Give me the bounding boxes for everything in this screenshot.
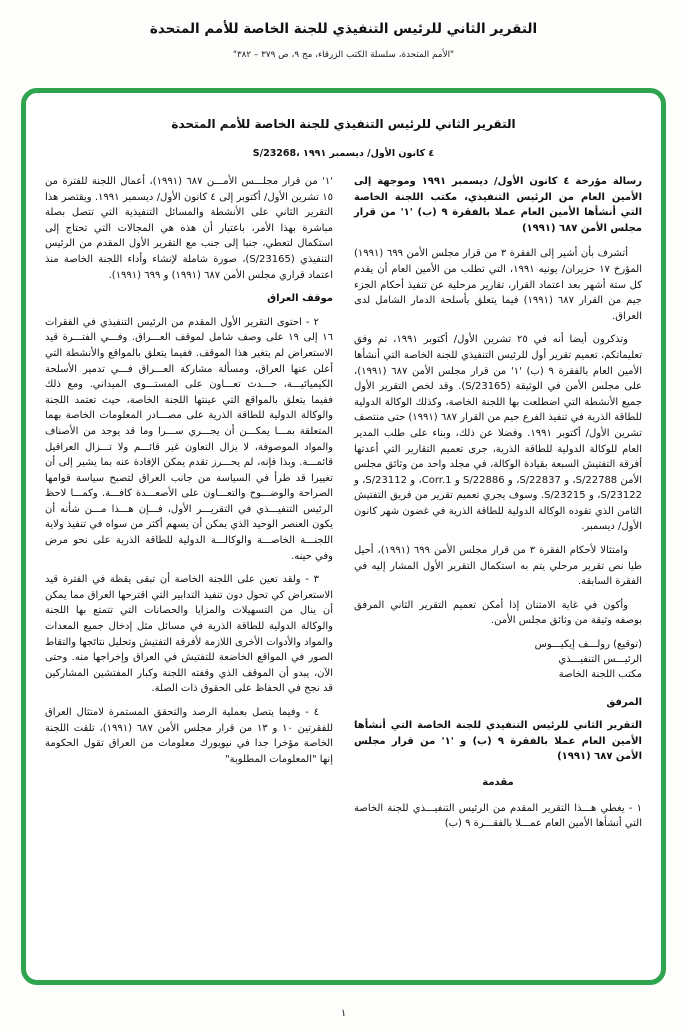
annex-title: التقرير الثاني للرئيس التنفيذي للجنة الخاصة التي أنشأها الأمين العام عملا بالفقرة ٩ (ب) و '١' من قرار مجلس الأمن ٦٨٧ (١٩٩١) <box>354 720 642 763</box>
body-paragraph-3: ٣ - ولقد تعين على اللجنة الخاصة أن تبقى يقظة في الفترة قيد الاستعراض كي تحول دون تنفيذ التدابير التي اقترحها العراق مما يمكن أن ينال من التسهيلات والمزايا والحصانات التي تتمتع بها اللجنة والوكالة الدولية للطاقة الذرية في مسائل مثل إدخال جميع المعدات والمواد والأدوات الأخرى اللازمة لأفرقة التفتيش وتحليل نتائجها والتقاط الصور في المواقع الخاضعة للتفتيش في العراق وإخراجها منه. وحتى الآن، يبدو أن الموقف الذي وقفته اللجنة وكبار المفتشين المشاركين قد نجح في الحفاظ على الحقوق ذات الصلة. <box>45 574 333 695</box>
body-paragraph-4: ٤ - وفيما يتصل بعملية الرصد والتحقق المستمرة لامتثال العراق للفقرتين ١٠ و ١٣ من قرار مجلس الأمن ٦٨٧ (١٩٩١)، تلقت اللجنة الخاصة مؤخرا جدا في نيويورك معلومات من العراق تقول الحكومة إنها "المعلومات المطلوبة" <box>45 707 333 765</box>
letter-paragraph-2: وتذكرون أيضا أنه في ٢٥ تشرين الأول/ أكتوبر ١٩٩١، تم وفق تعليماتكم، تعميم تقرير أول للرئيس التنفيذي للجنة الخاصة التي أنشأها الأمين العام بالفقرة ٩ (ب) '١' من قرار مجلس الأمن ٦٨٧ (١٩٩١)، على مجلس الأمن في الوثيقة (S/23165). وقد لخص التقرير الأول جميع الأنشطة التي اضطلعت بها اللجنة الخاصة، وكذلك الوكالة الدولية للطاقة الذرية في تنفيذ الفرع جيم من القرار ٦٨٧ (١٩٩١) حتى منتصف تشرين الأول/ أكتوبر ١٩٩١. وفضلا عن ذلك، وبناء على طلب المدير العام للوكالة الدولية للطاقة الذرية، جرى تعميم التقارير التي أعدتها أفرقة التفتيش السبعة بقيادة الوكالة، في مجلد واحد من وثائق مجلس الأمن S/22788، و S/22837، و S/22886 و Corr.1، و S/23112، و S/23122، و S/23215. وسوف يجري تعميم تقرير من فريق التفتيش الثامن الذي تقوده الوكالة الدولية للطاقة الذرية في غضون شهر كانون الأول/ ديسمبر. <box>354 334 643 533</box>
signature-block <box>354 637 642 683</box>
letter-paragraph-3: وامتثالا لأحكام الفقرة ٣ من قرار مجلس الأمن ٦٩٩ (١٩٩١)، أحيل طيا نص تقرير مرحلي يتم به استكمال التقرير الأول المشار إليه في الفقرة السابقة. <box>354 545 642 588</box>
continuation-paragraph: '١' من قرار مجلـــس الأمـــن ٦٨٧ (١٩٩١)، أعمال اللجنة للفترة من ١٥ تشرين الأول/ أكتوبر إلى ٤ كانون الأول/ ديسمبر ١٩٩١. ويقتصر هذا التقرير الثاني على الأنشطة والمسائل التنفيذية التي تتصل بصلة مباشرة بهذا الأمر، باعتبار أن هذه هي المجالات التي تحتاج إلى استكمال لتعطي، جنبا إلى جنب مع التقرير الأول المقدم من الرئيس التنفيذي (S/23165)، صورة شاملة لإنشاء وأداء اللجنة الخاصة منذ اعتماد قراري مجلس الأمن ٦٨٧ (١٩٩١) و ٦٩٩ (١٩٩١). <box>45 176 334 281</box>
body-paragraph-2: ٢ - احتوى التقرير الأول المقدم من الرئيس التنفيذي في الفقرات ١٦ إلى ١٩ على وصف شامل لموقف العـــراق. وفـــي الفتـــرة قيد الاستعراض لم يتغير هذا الموقف. ففيما يتعلق بالمواقع والأنشطة التي أعلن عنها العراق، ومسألة مشاركة العـــراق فـــي تدمير الأسلحة الكيميائيـــة، حـــدث تعـــاون على المستـــوى الميداني. ومع ذلك ففيما يتعلق بالمواقع التي عينتها اللجنة الخاصة، حيث تعتمد اللجنة والوكالة الدولية للطاقة الذرية على مصـــادر المعلومات الخاصة بهما المتعلقة بمـــا يمكـــن أن يجـــري ســـرا وما قد يوجد من الأصناف والمواد الموصوفة، لا يزال التعاون غير قائـــم ولا تـــزال العراقيل قائمـــة. وبذا فإنه، لم يحـــرز تقدم يمكن الإفادة عنه بما يشير إلى أن تغييرا قد طرأ في السياسة من جانب العراق لتصبح سياسة قوامها الصراحة والوضـــوح والتعـــاون على الأصعـــدة كافـــة. وكمـــا لاحظ الرئيس التنفيـــذي في التقريـــر الأول، فـــإن هـــذا مـــن شأنه أن يكون العنصر الوحيد الذي يمكن أن يسهم أكثر من سواه في تنفيذ ولاية اللجنـــة الخاصـــة والوكالـــة الدولية للطاقة الذرية على نحو مرض وفي حينه. <box>45 316 333 562</box>
right-column <box>354 174 642 840</box>
section-heading-iraq-position: موقف العراق <box>267 293 333 305</box>
letter-paragraph-1: أتشرف بأن أشير إلى الفقرة ٣ من قرار مجلس الأمن ٦٩٩ (١٩٩١) المؤرخ ١٧ حزيران/ يونيه ١٩٩١، التي تطلب من الأمين العام أن يقدم كل ستة أشهر بعد اعتماد القرار، تقارير مرحلية عن تنفيذ أحكام الجزء جيم من القرار ٦٨٧ (١٩٩١) فيما يتعلق بأسلحة الدمار الشامل لدى العراق. <box>354 248 642 322</box>
letter-paragraph-4: وأكون في غاية الامتنان إذا أمكن تعميم التقرير الثاني المرفق بوصفه وثيقة من وثائق مجلس الأمن. <box>354 599 642 627</box>
signature-office: مكتب اللجنة الخاصة <box>558 669 642 681</box>
annex-heading: المرفق <box>606 696 642 708</box>
signature-name: (توقيع) رولـــف إيكيـــوس <box>534 639 642 651</box>
page-header <box>0 20 687 60</box>
letter-subject: رسالة مؤرخة ٤ كانون الأول/ ديسمبر ١٩٩١ وموجهة إلى الأمين العام من الرئيس التنفيذي، مكتب اللجنة الخاصة التي أنشأها الأمين العام عملا بالفقرة ٩ (ب) '١' من قرار مجلس الأمن ٦٨٧ (١٩٩١) <box>354 176 643 234</box>
left-column <box>45 174 333 775</box>
introduction-paragraph: ١ - يغطي هـــذا التقرير المقدم من الرئيس التنفيـــذي للجنة الخاصة التي أنشأها الأمين العام عمـــلا بالفقـــرة ٩ (ب) <box>354 802 642 830</box>
header-source-line: "الأمم المتحدة، سلسلة الكتب الزرقاء، مج ٩، ص ٣٧٩ – ٣٨٢" <box>232 50 455 61</box>
document-title: التقرير الثاني للرئيس التنفيذي للجنة الخاصة للأمم المتحدة <box>171 117 516 131</box>
header-title: التقرير الثاني للرئيس التنفيذي للجنة الخاصة للأمم المتحدة <box>149 21 538 37</box>
introduction-heading: مقدمة <box>482 777 514 789</box>
page-number: ١ <box>340 1008 347 1019</box>
document-frame <box>21 88 666 985</box>
signature-role: الرئيـــس التنفيـــذي <box>558 654 642 666</box>
document-symbol-line: S/23268، ٤ كانون الأول/ ديسمبر ١٩٩١ <box>252 148 435 159</box>
two-column-layout <box>45 174 642 840</box>
